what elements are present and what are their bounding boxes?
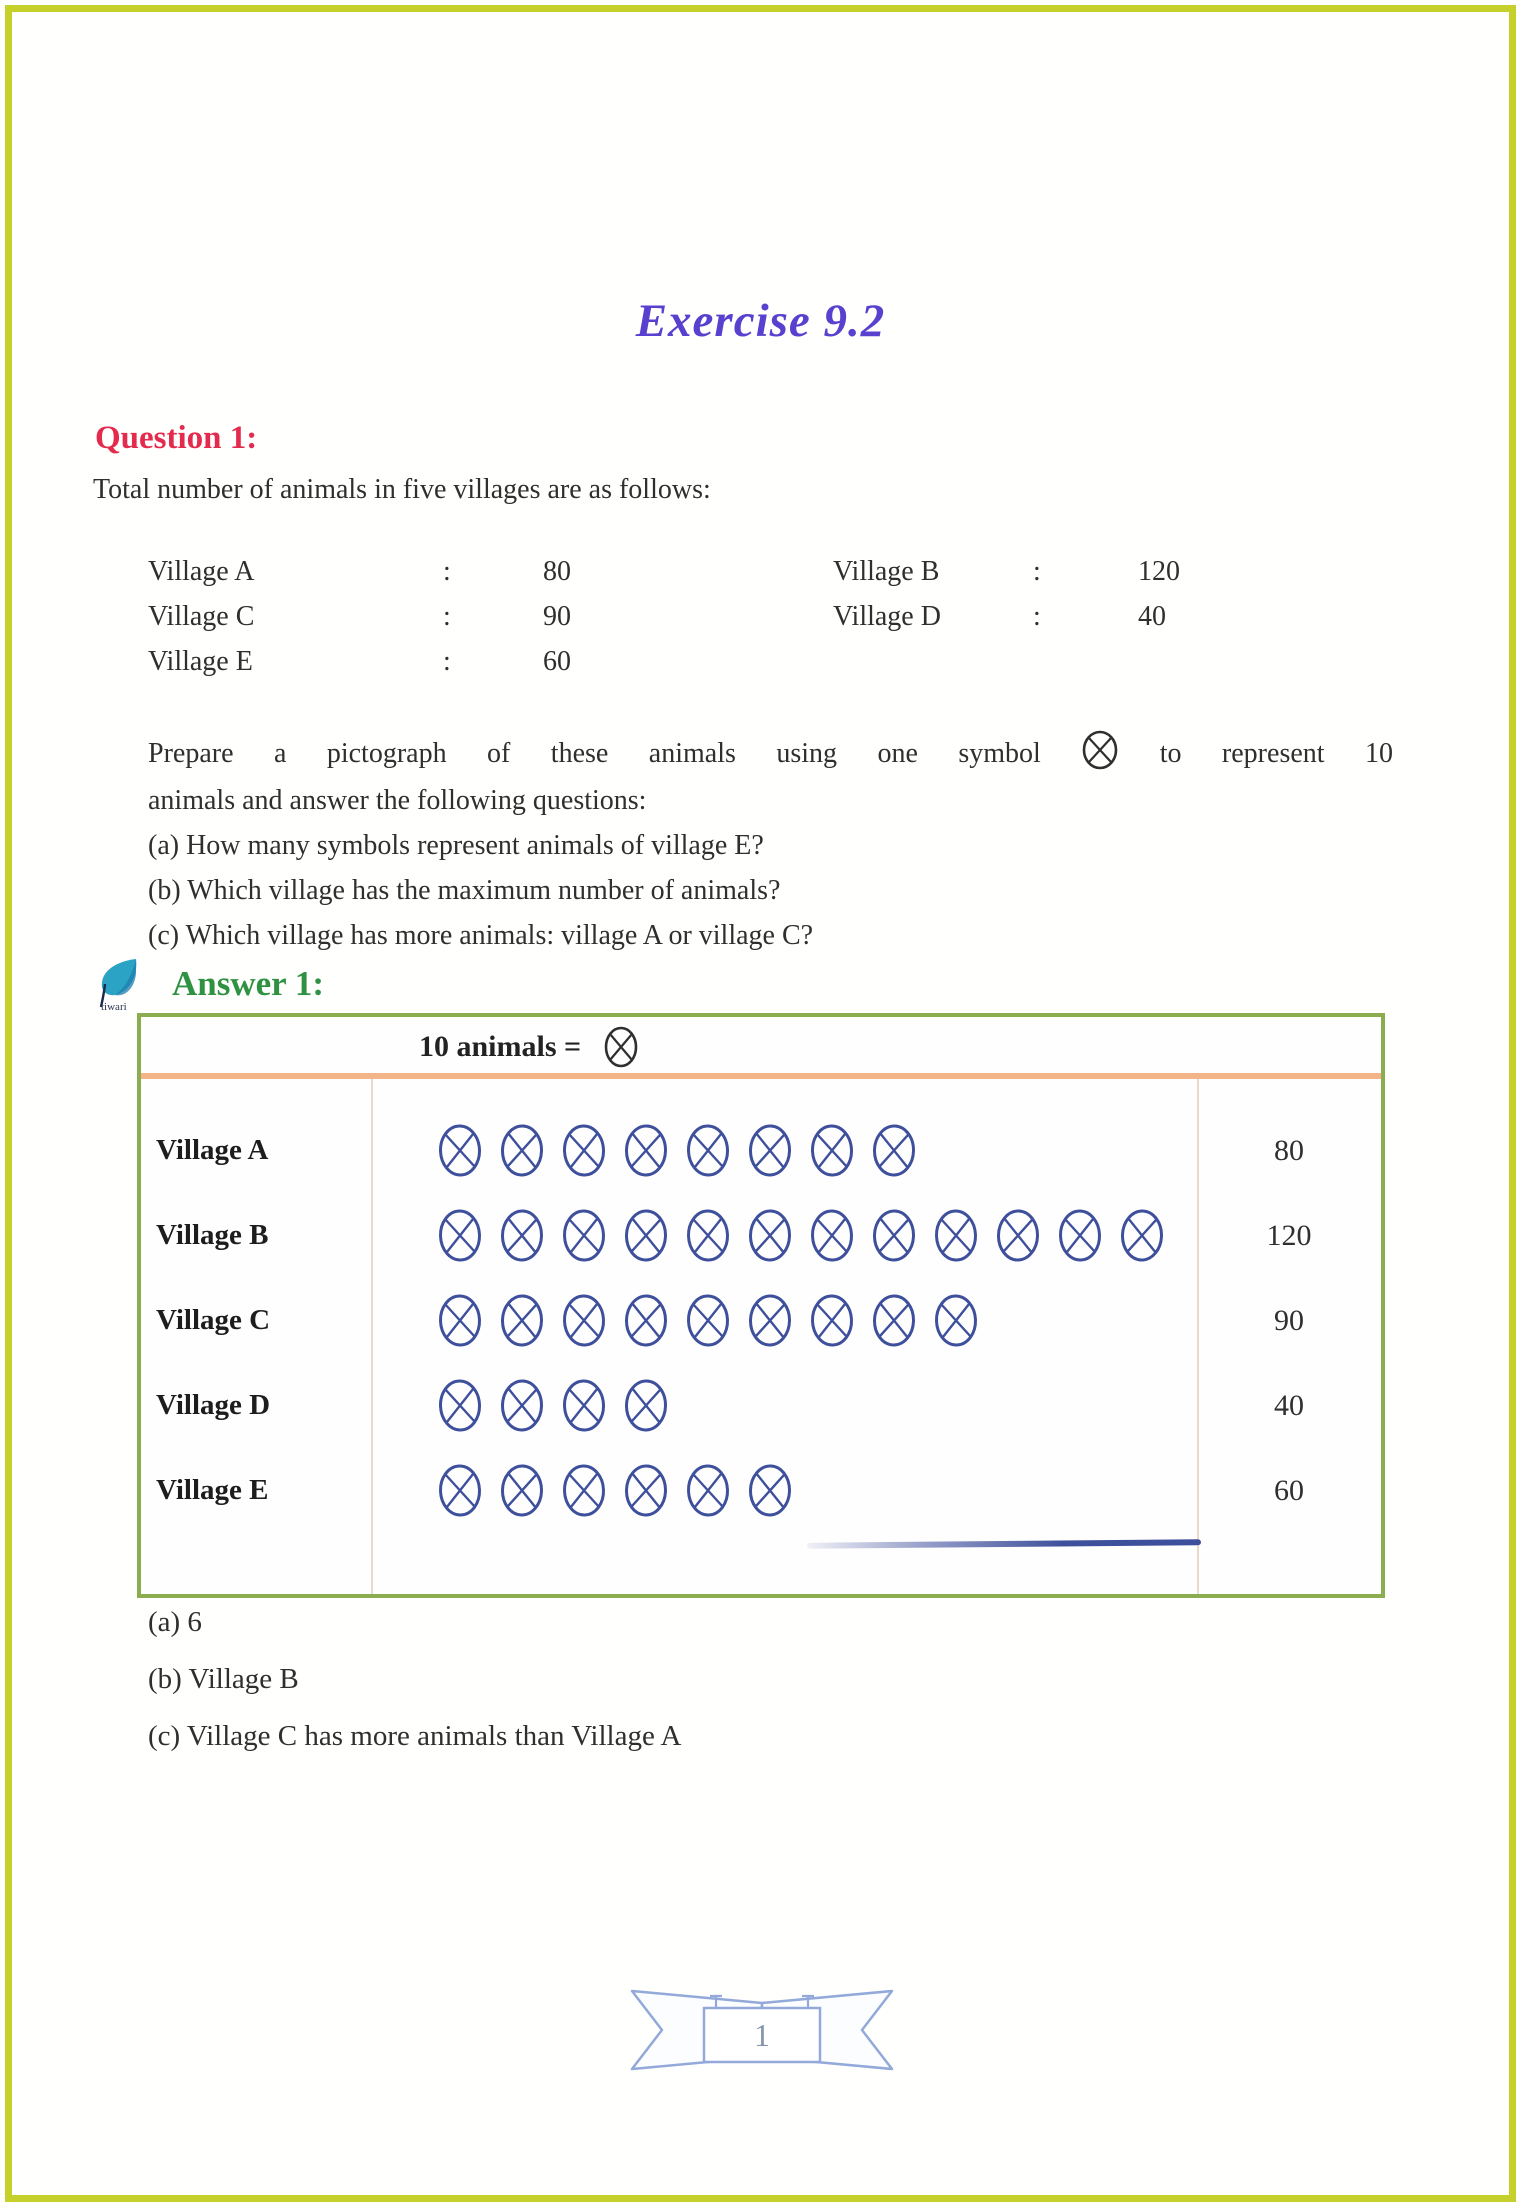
page-number-ribbon [612,1986,912,2078]
animal-symbol-icon [746,1462,794,1518]
animal-symbol-icon [622,1122,670,1178]
animal-symbol-icon [436,1292,484,1349]
animal-symbol-icon [684,1122,732,1179]
pictograph-row-label: Village E [156,1474,269,1506]
pictograph-rows [141,1079,1381,1594]
animal-symbol-icon [870,1292,918,1348]
village-name: Village C [148,600,255,632]
village-value: 120 [1138,555,1180,587]
animal-symbol-icon [436,1377,484,1434]
animal-symbol-icon [622,1377,670,1433]
prepare-line-2: animals and answer the following questions: [148,785,647,816]
pictograph-table [137,1013,1385,1598]
circled-times-symbol-icon [603,1025,639,1069]
animal-symbol-icon [870,1207,918,1263]
animal-symbol-icon [932,1207,980,1264]
pictograph-symbols [371,1378,1197,1433]
colon: : [443,600,451,632]
pictograph-row-count: 60 [1274,1473,1304,1507]
pictograph-symbols [371,1123,1197,1178]
pictograph-row-label: Village C [156,1304,271,1336]
pictograph-row-label: Village D [156,1389,271,1421]
village-value: 40 [1138,600,1166,632]
pictograph-row-count: 40 [1274,1388,1304,1422]
prepare-text-before: Prepare a pictograph of these animals using one symbol [148,738,1041,769]
animal-symbol-icon [808,1292,856,1349]
village-data-row [148,549,571,594]
circled-times-symbol-icon [1081,729,1119,771]
village-value: 60 [543,645,571,677]
colon: : [443,555,451,587]
prepare-paragraph [148,729,1393,824]
village-name: Village E [148,645,253,677]
answer-line-a: (a) 6 [148,1606,202,1638]
question-heading: Question 1: [95,420,258,456]
pictograph-row-label: Village B [156,1219,269,1251]
colon: : [443,645,451,677]
animal-symbol-icon [498,1207,546,1263]
animal-symbol-icon [436,1122,484,1179]
pictograph-row-label: Village A [156,1134,269,1166]
pictograph-row [141,1278,1381,1363]
animal-symbol-icon [622,1207,670,1263]
village-name: Village A [148,555,255,587]
village-name: Village B [833,555,940,587]
question-intro: Total number of animals in five villages are as follows: [93,474,711,505]
animal-symbol-icon [560,1292,608,1349]
animal-symbol-icon [436,1207,484,1264]
legend-label: 10 animals = [419,1030,582,1063]
animal-symbol-icon [746,1292,794,1348]
pictograph-symbols [371,1208,1197,1263]
village-data-row [148,594,571,639]
animal-symbol-icon [746,1207,794,1263]
animal-symbol-icon [498,1462,546,1518]
pictograph-row [141,1448,1381,1533]
answer-list [148,1594,681,1765]
animal-symbol-icon [1118,1207,1166,1263]
village-data-right-column [833,549,1180,639]
animal-symbol-icon [498,1122,546,1178]
prepare-text-after: to represent 10 [1159,738,1393,769]
pictograph-row-count: 90 [1274,1303,1304,1337]
pictograph-symbols [371,1293,1197,1348]
leaf-logo-icon [90,956,148,1014]
animal-symbol-icon [684,1292,732,1349]
animal-symbol-icon [498,1292,546,1348]
animal-symbol-icon [684,1462,732,1519]
pictograph-row-count: 120 [1266,1218,1312,1252]
animal-symbol-icon [684,1207,732,1264]
village-name: Village D [833,600,941,632]
village-value: 90 [543,600,571,632]
pictograph-row [141,1363,1381,1448]
pictograph-row [141,1108,1381,1193]
logo-text: tiwari [101,1001,127,1013]
colon: : [1033,600,1041,632]
colon: : [1033,555,1041,587]
answer-line-c: (c) Village C has more animals than Village A [148,1720,682,1752]
animal-symbol-icon [560,1377,608,1434]
answer-heading: Answer 1: [172,964,324,1003]
animal-symbol-icon [746,1122,794,1178]
sub-questions [148,823,813,958]
pictograph-row [141,1193,1381,1278]
sub-question-b: (b) Which village has the maximum number of animals? [148,875,781,906]
village-value: 80 [543,555,571,587]
animal-symbol-icon [1056,1207,1104,1264]
village-data-row [148,639,571,684]
animal-symbol-icon [994,1207,1042,1263]
pictograph-symbols [371,1463,1197,1518]
animal-symbol-icon [932,1292,980,1349]
village-data-left-column [148,549,571,684]
animal-symbol-icon [808,1122,856,1179]
prepare-line-1 [148,729,1393,777]
animal-symbol-icon [560,1122,608,1179]
animal-symbol-icon [560,1207,608,1264]
answer-line-b: (b) Village B [148,1663,299,1695]
village-data-row [833,594,1180,639]
animal-symbol-icon [870,1122,918,1178]
exercise-title: Exercise 9.2 [635,295,886,347]
page-number: 1 [754,2017,770,2053]
animal-symbol-icon [622,1462,670,1518]
pictograph-legend [419,1025,639,1069]
animal-symbol-icon [436,1462,484,1519]
sub-question-a: (a) How many symbols represent animals of village E? [148,830,764,861]
animal-symbol-icon [622,1292,670,1348]
animal-symbol-icon [560,1462,608,1519]
pictograph-row-count: 80 [1274,1133,1304,1167]
animal-symbol-icon [808,1207,856,1264]
animal-symbol-icon [498,1377,546,1433]
village-data-row [833,549,1180,594]
sub-question-c: (c) Which village has more animals: village A or village C? [148,920,814,951]
